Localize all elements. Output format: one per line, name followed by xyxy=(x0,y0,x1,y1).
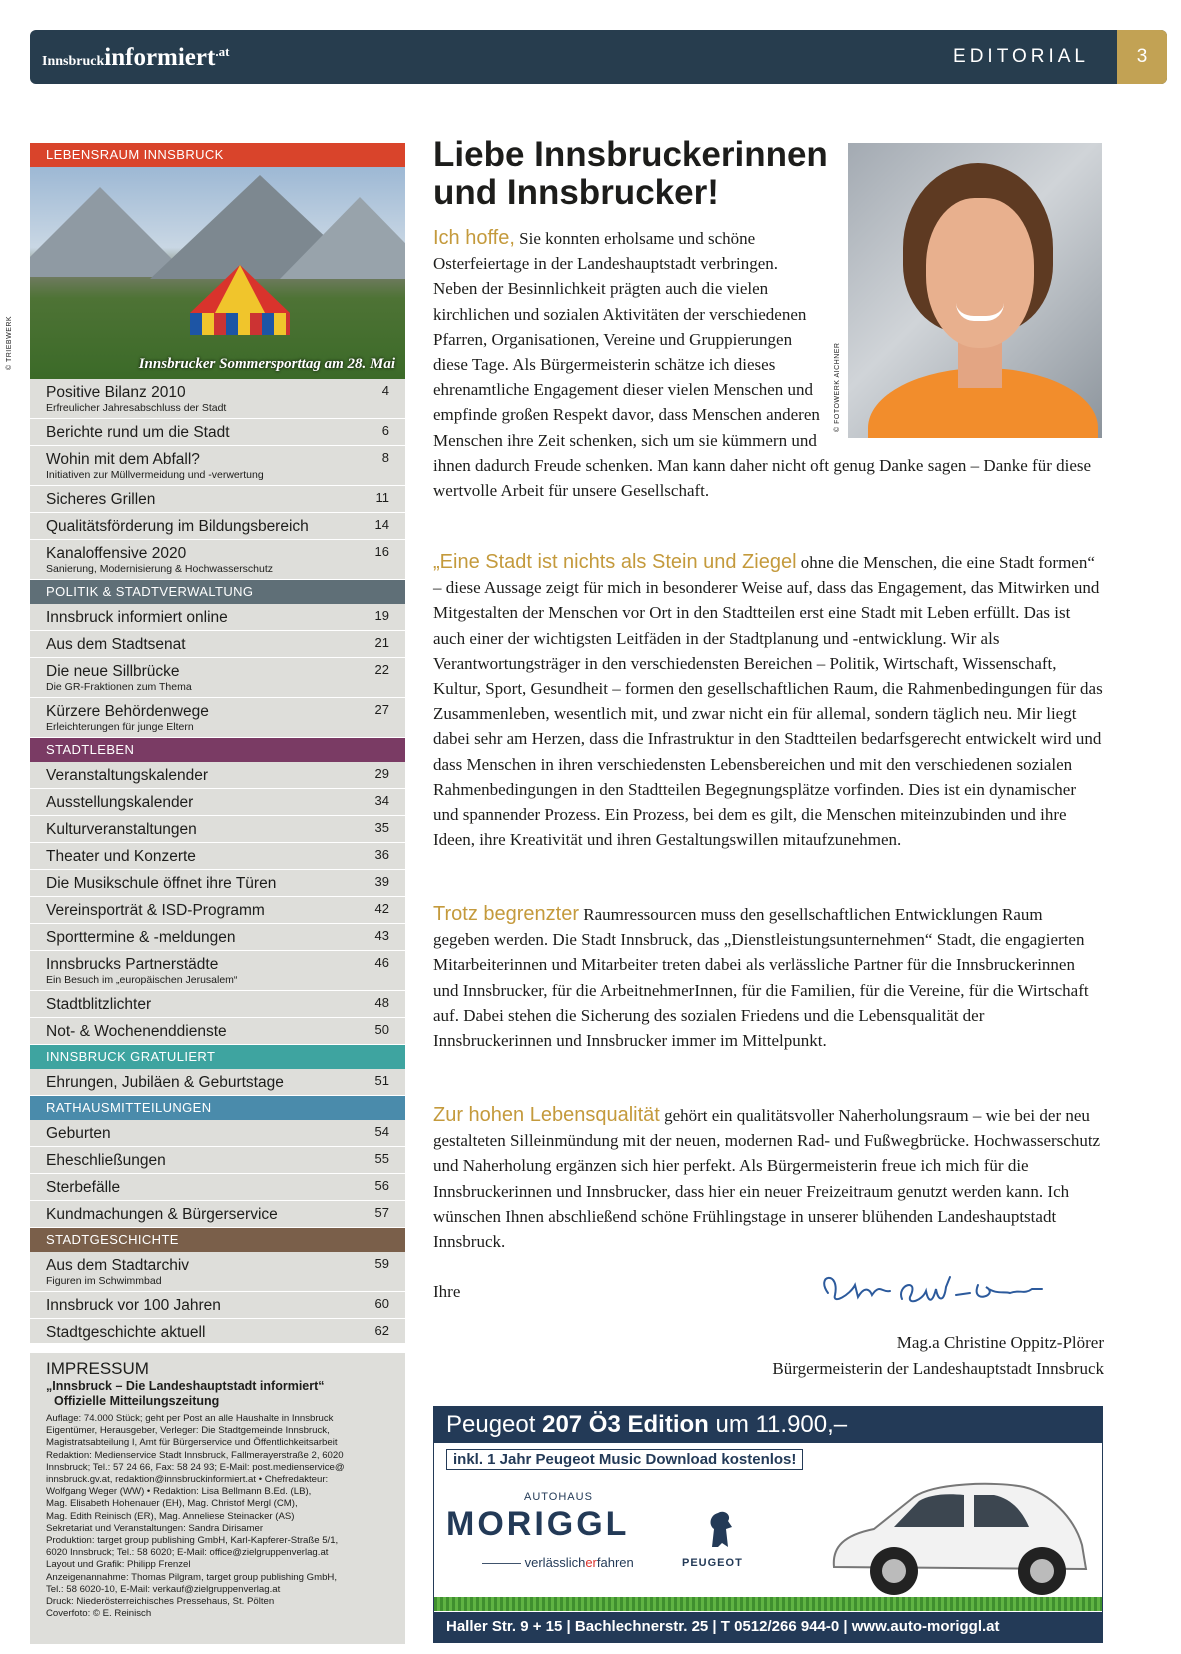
toc-item-title: Geburten xyxy=(46,1125,111,1142)
impressum-line: Sekretariat und Veranstaltungen: Sandra Dirisamer xyxy=(46,1522,264,1534)
paragraph-2-lead: „Eine Stadt ist nichts als Stein und Ziegel xyxy=(433,551,797,573)
paragraph-4 xyxy=(433,1103,1103,1254)
toc-item-page: 54 xyxy=(374,1124,389,1139)
toc-item-page: 59 xyxy=(374,1256,389,1271)
ad-footer: Haller Str. 9 + 15 | Bachlechnerstr. 25 | T 0512/266 944-0 | www.auto-moriggl.at xyxy=(434,1612,1102,1642)
impressum-line: Coverfoto: © E. Reinisch xyxy=(46,1608,152,1620)
toc-item-title: Qualitätsförderung im Bildungsbereich xyxy=(46,518,309,535)
toc-item-title: Ehrungen, Jubiläen & Geburtstage xyxy=(46,1074,284,1091)
toc-item-page: 42 xyxy=(374,901,389,916)
toc-item[interactable] xyxy=(30,1069,405,1096)
toc-item-subtitle: Erleichterungen für junge Eltern xyxy=(46,721,194,733)
toc-item[interactable] xyxy=(30,1120,405,1147)
toc-section-header: INNSBRUCK GRATULIERT xyxy=(30,1045,405,1069)
paragraph-3-body: Raumressourcen muss den gesellschaftlichen Entwicklungen Raum gegeben werden. Die Stadt Innsbruck, das „Dienstleistungsunternehmen“ Stadt, die engagierten Mitarbeiterinnen und Mitarbeiter treten dabei als verlässliche Partner für die Innsbruckerinnen und Innsbrucker, für die ArbeitnehmerInnen, für die Familien, für die Vereine, für die Wirtschaft auf. Dabei stehen die Sicherung des sozialen Friedens und die Lebensqualität der Innsbruckerinnen und Innsbrucker immer im Mittelpunkt. xyxy=(433,905,1089,1051)
ad-headline-pre: Peugeot xyxy=(446,1411,543,1438)
toc-item-title: Stadtgeschichte aktuell xyxy=(46,1324,206,1341)
impressum-line: Anzeigenannahme: Thomas Pilgram, target group publishing GmbH, xyxy=(46,1571,337,1583)
logo-suffix: .at xyxy=(215,44,230,59)
signer xyxy=(772,1330,1104,1382)
peugeot-lion-icon xyxy=(702,1507,738,1551)
signer-name: Mag.a Christine Oppitz-Plörer xyxy=(896,1333,1104,1352)
impressum-line: Innsbruck; Tel.: 57 24 66, Fax: 58 24 93; E-Mail: post.medienservice@ xyxy=(46,1461,345,1473)
toc-item[interactable] xyxy=(30,540,405,580)
impressum-line: Wolfgang Weger (WW) • Redaktion: Lisa Bellmann B.Ed. (LB), xyxy=(46,1486,312,1498)
impressum xyxy=(30,1353,405,1644)
toc-item-title: Kulturveranstaltungen xyxy=(46,821,197,838)
toc-item-page: 60 xyxy=(374,1296,389,1311)
toc-section-header: STADTGESCHICHTE xyxy=(30,1228,405,1252)
toc-item-title: Stadtblitzlichter xyxy=(46,996,152,1013)
ad-slogan-b: er xyxy=(585,1555,597,1570)
toc-item-title: Aus dem Stadtsenat xyxy=(46,636,186,653)
toc-item-page: 34 xyxy=(374,793,389,808)
impressum-line: Redaktion: Medienservice Stadt Innsbruck, Fallmerayerstraße 2, 6020 xyxy=(46,1449,344,1461)
toc-item-page: 14 xyxy=(374,517,389,532)
ad-headline-price: um 11.900,– xyxy=(708,1411,848,1438)
photo-credit: © TRIEBWERK xyxy=(6,315,13,370)
section-label: EDITORIAL xyxy=(953,46,1089,67)
impressum-line: Tel.: 58 6020-10, E-Mail: verkauf@zielgruppenverlag.at xyxy=(46,1583,281,1595)
toc-item-page: 29 xyxy=(374,766,389,781)
paragraph-3 xyxy=(433,902,1103,1053)
ad-slogan-c: fahren xyxy=(596,1555,634,1570)
impressum-line: innsbruck.gv.at, redaktion@innsbruckinformiert.at • Chefredakteur: xyxy=(46,1474,329,1486)
paragraph-3-lead: Trotz begrenzter xyxy=(433,903,579,925)
ad-slogan: ——— verlässlicherfahren xyxy=(482,1555,634,1570)
toc-item-subtitle: Sanierung, Modernisierung & Hochwasserschutz xyxy=(46,563,274,575)
toc-item-page: 6 xyxy=(381,423,389,438)
toc-item-title: Aus dem Stadtarchiv xyxy=(46,1257,190,1274)
impressum-subtitle: Offizielle Mitteilungszeitung xyxy=(54,1394,220,1408)
toc-item-subtitle: Erfreulicher Jahresabschluss der Stadt xyxy=(46,402,227,414)
toc-item-title: Kanaloffensive 2020 xyxy=(46,545,187,562)
title-line-2: und Innsbrucker! xyxy=(433,173,719,212)
toc-item-title: Die neue Sillbrücke xyxy=(46,663,180,680)
toc-item-page: 11 xyxy=(375,490,389,505)
toc-item-title: Innsbruck vor 100 Jahren xyxy=(46,1297,221,1314)
toc-item[interactable] xyxy=(30,816,405,843)
paragraph-4-body: gehört ein qualitätsvoller Naherholungsraum – wie bei der neu gestalteten Silleinmündung mit der neuen, modernen Rad- und Fußwegbrücke. Hochwasserschutz und Naherholung ergänzen sich hier perfekt. Als Bürgermeisterin freue ich mich für die Innsbruckerinnen und Innsbrucker, dass hier ein neuer Freizeitraum genutzt werden kann. Ich wünschen Ihnen abschließend schöne Frühlingstage in unserer blühenden Landeshauptstadt Innsbruck. xyxy=(433,1106,1101,1252)
toc-item[interactable] xyxy=(30,1147,405,1174)
paragraph-4-lead: Zur hohen Lebensqualität xyxy=(433,1104,660,1126)
article-title xyxy=(433,136,828,212)
closing: Ihre xyxy=(433,1282,461,1301)
title-line-1: Liebe Innsbruckerinnen xyxy=(433,135,828,174)
toc-item-subtitle: Ein Besuch im „europäischen Jerusalem“ xyxy=(46,974,238,986)
logo-main: informiert xyxy=(104,44,216,71)
toc-item[interactable] xyxy=(30,419,405,446)
toc-item-title: Theater und Konzerte xyxy=(46,848,196,865)
toc-item[interactable] xyxy=(30,631,405,658)
toc-item-title: Not- & Wochenenddienste xyxy=(46,1023,227,1040)
impressum-heading: IMPRESSUM xyxy=(46,1359,149,1378)
toc-item[interactable] xyxy=(30,1292,405,1319)
paragraph-2 xyxy=(433,550,1103,852)
advertisement[interactable] xyxy=(433,1406,1103,1643)
toc-item[interactable] xyxy=(30,513,405,540)
sports-day-photo xyxy=(30,167,405,379)
toc-item-title: Positive Bilanz 2010 xyxy=(46,384,186,401)
toc-item[interactable] xyxy=(30,897,405,924)
car-image xyxy=(824,1457,1094,1605)
toc-item-title: Sporttermine & -meldungen xyxy=(46,929,236,946)
paragraph-1 xyxy=(433,226,1104,503)
toc-item-title: Wohin mit dem Abfall? xyxy=(46,451,200,468)
paragraph-2-body: ohne die Menschen, die eine Stadt formen“ – diese Aussage zeigt für mich in besonderer Weise auf, dass das Engagement, das Mitwirken und Mitgestalten der Menschen vor Ort in den Stadtteilen erst eine Stadt mit Leben erfüllt. Das ist auch einer der wichtigsten Leitfäden in der Stadtplanung und -entwicklung. Wir als Verantwortungsträger in den verschiedensten Bereichen – Politik, Wirtschaft, Wissenschaft, Kultur, Sport, Gesundheit – formen den gesellschaftlichen Raum, die Rahmenbedingungen für das Zusammenleben, wesentlich mit, und zwar nicht ein für allemal, sondern täglich neu. Mir liegt dabei sehr am Herzen, dass die Infrastruktur in den Stadtteilen bedarfsgerecht entwickelt wird und dass Menschen in ihren verschiedensten Lebensbereichen und mit den verschiedenen sozialen Rahmenbedingungen in den Stadtteilen Begegnungsplätze vorfinden. Dies ist ein dynamischer und spannender Prozess. Ein Prozess, bei dem es gilt, die Menschen miteinzubinden und ihre Ideen, ihre Kreativität und ihren Gestaltungswillen mitaufzunehmen. xyxy=(433,553,1103,850)
toc-item-title: Innsbruck informiert online xyxy=(46,609,228,626)
toc-item[interactable] xyxy=(30,1252,405,1292)
ad-brand: MORIGGL xyxy=(446,1505,630,1543)
logo-prefix: Innsbruck xyxy=(42,54,105,69)
paragraph-1-body: Sie konnten erholsame und schöne Osterfeiertage in der Landeshauptstadt verbringen. Neben der Besinnlichkeit prägten auch die vielen kirchlichen und sozialen Aktivitäten der verschiedenen Pfarren, Organisationen, Vereine und Gruppierungen diese Tage. Als Bürgermeisterin schätze ich dieses ehrenamtliche Engagement dieser vielen Menschen und empfinde großen Respekt davor, dass Menschen anderen Menschen ihre Zeit schenken, sich um sie kümmern und ihnen dadurch Freude schenken. Man kann daher nicht oft genug Danke sagen – Danke für diese wertvolle Arbeit für unsere Gesellschaft. xyxy=(433,229,1092,501)
toc-section-header: RATHAUSMITTEILUNGEN xyxy=(30,1096,405,1120)
ad-peugeot: PEUGEOT xyxy=(682,1557,743,1569)
impressum-line: Eigentümer, Herausgeber, Verleger: Die Stadtgemeinde Innsbruck, xyxy=(46,1425,330,1437)
toc-item-subtitle: Figuren im Schwimmbad xyxy=(46,1275,162,1287)
toc-item-title: Kundmachungen & Bürgerservice xyxy=(46,1206,278,1223)
ad-subline: inkl. 1 Jahr Peugeot Music Download kostenlos! xyxy=(446,1449,803,1470)
toc-item-page: 43 xyxy=(374,928,389,943)
toc-item-title: Berichte rund um die Stadt xyxy=(46,424,230,441)
table-of-contents xyxy=(30,143,405,1343)
impressum-line: Auflage: 74.000 Stück; geht per Post an alle Haushalte in Innsbruck xyxy=(46,1413,334,1424)
toc-item-title: Vereinsporträt & ISD-Programm xyxy=(46,902,265,919)
toc-item-page: 50 xyxy=(374,1022,389,1037)
impressum-line: Druck: Niederösterreichisches Pressehaus, St. Pölten xyxy=(46,1596,275,1608)
toc-item-title: Sicheres Grillen xyxy=(46,491,156,508)
toc-item[interactable] xyxy=(30,951,405,991)
toc-item[interactable] xyxy=(30,604,405,631)
toc-item[interactable] xyxy=(30,870,405,897)
impressum-line: Mag. Elisabeth Hohenauer (EH), Mag. Christof Mergl (CM), xyxy=(46,1498,298,1510)
toc-section-header: POLITIK & STADTVERWALTUNG xyxy=(30,580,405,604)
impressum-body xyxy=(46,1413,389,1620)
signature xyxy=(810,1265,1105,1310)
toc-item-page: 62 xyxy=(374,1323,389,1338)
toc-item[interactable] xyxy=(30,762,405,789)
impressum-line: Layout und Grafik: Philipp Frenzel xyxy=(46,1559,191,1571)
page-number: 3 xyxy=(1117,30,1167,84)
toc-item[interactable] xyxy=(30,698,405,738)
toc-item[interactable] xyxy=(30,991,405,1018)
toc-item-page: 39 xyxy=(374,874,389,889)
toc-item[interactable] xyxy=(30,789,405,816)
toc-item-title: Eheschließungen xyxy=(46,1152,166,1169)
toc-item-subtitle: Initiativen zur Müllvermeidung und -verwertung xyxy=(46,469,264,481)
toc-section-header: LEBENSRAUM INNSBRUCK xyxy=(30,143,405,167)
toc-item[interactable] xyxy=(30,1319,405,1346)
toc-item-page: 57 xyxy=(374,1205,389,1220)
impressum-line: Produktion: target group publishing GmbH, Karl-Kapferer-Straße 5/1, xyxy=(46,1535,339,1547)
toc-item-page: 27 xyxy=(374,702,389,717)
logo[interactable] xyxy=(42,44,229,72)
toc-item[interactable] xyxy=(30,379,405,419)
toc-item-page: 36 xyxy=(374,847,389,862)
ad-headline xyxy=(434,1407,1102,1443)
toc-item-title: Die Musikschule öffnet ihre Türen xyxy=(46,875,277,892)
ad-headline-model: 207 Ö3 Edition xyxy=(542,1411,709,1438)
toc-item[interactable] xyxy=(30,1201,405,1228)
toc-item[interactable] xyxy=(30,1174,405,1201)
toc-item-title: Ausstellungskalender xyxy=(46,794,194,811)
toc-item[interactable] xyxy=(30,1018,405,1045)
toc-item-page: 19 xyxy=(374,608,389,623)
toc-item-page: 56 xyxy=(374,1178,389,1193)
toc-item[interactable] xyxy=(30,924,405,951)
toc-item-page: 55 xyxy=(374,1151,389,1166)
toc-item-page: 48 xyxy=(374,995,389,1010)
toc-item-title: Kürzere Behördenwege xyxy=(46,703,209,720)
toc-item[interactable] xyxy=(30,658,405,698)
impressum-line: 6020 Innsbruck; Tel.: 58 6020; E-Mail: office@zielgruppenverlag.at xyxy=(46,1547,329,1559)
toc-item-page: 16 xyxy=(374,544,389,559)
toc-item[interactable] xyxy=(30,486,405,513)
toc-item-page: 21 xyxy=(374,635,389,650)
impressum-title: „Innsbruck – Die Landeshauptstadt informiert“ xyxy=(46,1379,325,1393)
toc-item-page: 35 xyxy=(374,820,389,835)
toc-item-page: 8 xyxy=(381,450,389,465)
toc-item-page: 46 xyxy=(374,955,389,970)
toc-item[interactable] xyxy=(30,446,405,486)
impressum-line: Mag. Edith Reinisch (ER), Mag. Anneliese Steinacker (AS) xyxy=(46,1510,295,1522)
toc-item-page: 51 xyxy=(374,1073,389,1088)
toc-item-title: Innsbrucks Partnerstädte xyxy=(46,956,219,973)
ad-slogan-a: verlässlich xyxy=(524,1555,586,1570)
signer-role: Bürgermeisterin der Landeshauptstadt Innsbruck xyxy=(772,1359,1104,1378)
paragraph-1-lead: Ich hoffe, xyxy=(433,227,515,249)
toc-item[interactable] xyxy=(30,843,405,870)
toc-item-page: 22 xyxy=(374,662,389,677)
toc-item-subtitle: Die GR-Fraktionen zum Thema xyxy=(46,681,192,693)
header-bar xyxy=(30,30,1167,84)
ad-autohaus: AUTOHAUS xyxy=(524,1491,593,1503)
toc-item-title: Veranstaltungskalender xyxy=(46,767,209,784)
portrait-credit: © FOTOWERK AICHNER xyxy=(834,342,841,432)
toc-item-title: Sterbefälle xyxy=(46,1179,121,1196)
impressum-line: Magistratsabteilung I, Amt für Bürgerservice und Öffentlichkeitsarbeit xyxy=(46,1437,338,1449)
photo-caption: Innsbrucker Sommersporttag am 28. Mai xyxy=(138,356,395,372)
toc-section-header: STADTLEBEN xyxy=(30,738,405,762)
toc-item-page: 4 xyxy=(381,383,389,398)
